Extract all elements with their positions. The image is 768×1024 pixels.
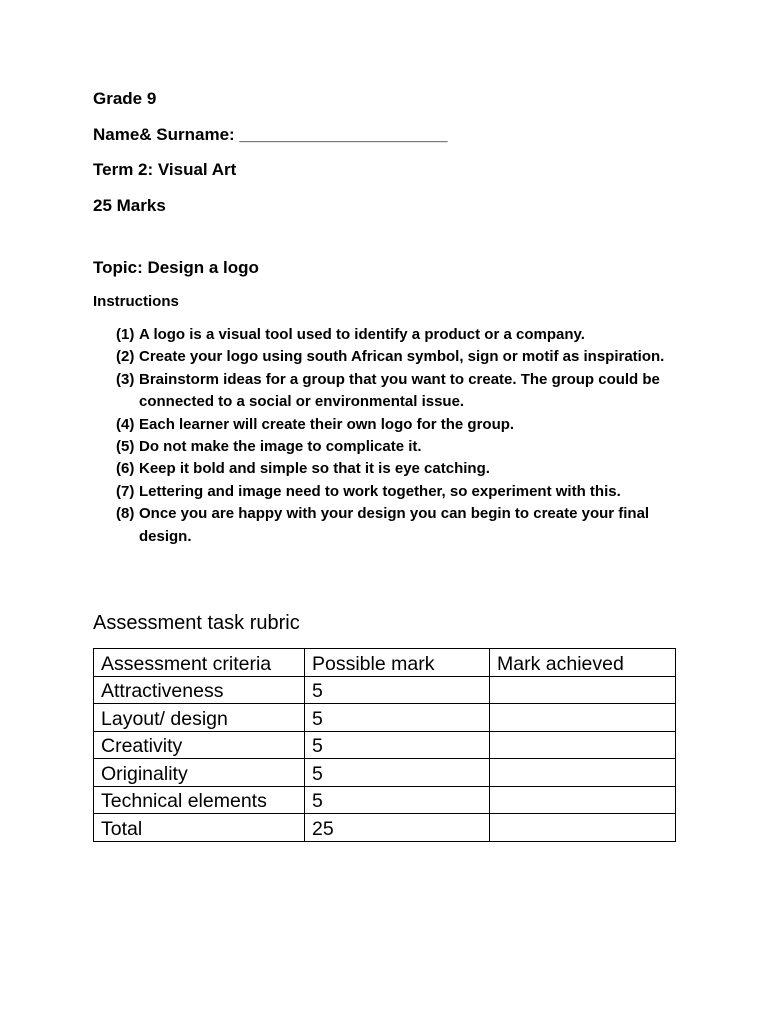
table-row: [94, 786, 676, 814]
criteria-cell: Total: [94, 814, 305, 842]
grade-label: Grade 9: [93, 89, 157, 108]
table-row: [94, 759, 676, 787]
instruction-item: [116, 481, 681, 503]
instruction-item: [116, 369, 681, 414]
table-row: [94, 704, 676, 732]
instruction-number: (2): [116, 348, 135, 366]
instruction-item: [116, 503, 681, 548]
criteria-cell: Technical elements: [94, 786, 305, 814]
instruction-item: [116, 436, 681, 458]
instruction-text: Do not make the image to complicate it.: [139, 438, 422, 456]
mark-achieved-cell: [490, 676, 676, 704]
instruction-number: (3): [116, 370, 135, 388]
term-label: Term 2: Visual Art: [93, 160, 237, 179]
rubric-title: Assessment task rubric: [93, 612, 300, 634]
criteria-cell: Originality: [94, 759, 305, 787]
instruction-number: (1): [116, 326, 135, 343]
name-surname-field: Name& Surname: ______________________: [93, 125, 448, 144]
possible-mark-cell: 5: [305, 676, 490, 704]
table-row-total: [94, 814, 676, 842]
table-row: [94, 676, 676, 704]
possible-mark-cell: 5: [305, 759, 490, 787]
instruction-text: Brainstorm ideas for a group that you want to create. The group could be connected to a social or environmental issue.: [139, 370, 660, 411]
criteria-cell: Creativity: [94, 731, 305, 759]
instruction-number: (4): [116, 415, 135, 433]
instruction-text: Each learner will create their own logo for the group.: [139, 415, 515, 433]
mark-achieved-cell: [490, 704, 676, 732]
table-row: [94, 731, 676, 759]
instructions-list: [116, 324, 681, 548]
possible-mark-cell: 25: [305, 814, 490, 842]
instruction-text: Lettering and image need to work together, so experiment with this.: [139, 482, 621, 500]
instruction-text: Once you are happy with your design you can begin to create your final design.: [139, 505, 650, 545]
instruction-text: Keep it bold and simple so that it is eye catching.: [139, 460, 490, 478]
instructions-heading: Instructions: [93, 293, 179, 310]
column-header-mark-achieved: Mark achieved: [490, 649, 676, 677]
instruction-text: Create your logo using south African symbol, sign or motif as inspiration.: [139, 348, 665, 366]
instruction-number: (6): [116, 460, 135, 478]
column-header-possible-mark: Possible mark: [305, 649, 490, 677]
criteria-cell: Attractiveness: [94, 676, 305, 704]
criteria-cell: Layout/ design: [94, 704, 305, 732]
rubric-table: [93, 648, 676, 842]
instruction-number: (8): [116, 505, 135, 523]
column-header-criteria: Assessment criteria: [94, 649, 305, 677]
mark-achieved-cell: [490, 731, 676, 759]
possible-mark-cell: 5: [305, 731, 490, 759]
instruction-item: [116, 458, 681, 480]
instruction-number: (5): [116, 438, 135, 456]
table-header-row: [94, 649, 676, 677]
mark-achieved-cell: [490, 814, 676, 842]
instruction-item: [116, 324, 681, 346]
total-marks-label: 25 Marks: [93, 196, 166, 215]
topic-heading: Topic: Design a logo: [93, 258, 259, 277]
mark-achieved-cell: [490, 759, 676, 787]
mark-achieved-cell: [490, 786, 676, 814]
instruction-item: [116, 346, 681, 368]
possible-mark-cell: 5: [305, 704, 490, 732]
instruction-text: A logo is a visual tool used to identify a product or a company.: [139, 326, 585, 343]
possible-mark-cell: 5: [305, 786, 490, 814]
instruction-item: [116, 414, 681, 436]
instruction-number: (7): [116, 482, 135, 500]
